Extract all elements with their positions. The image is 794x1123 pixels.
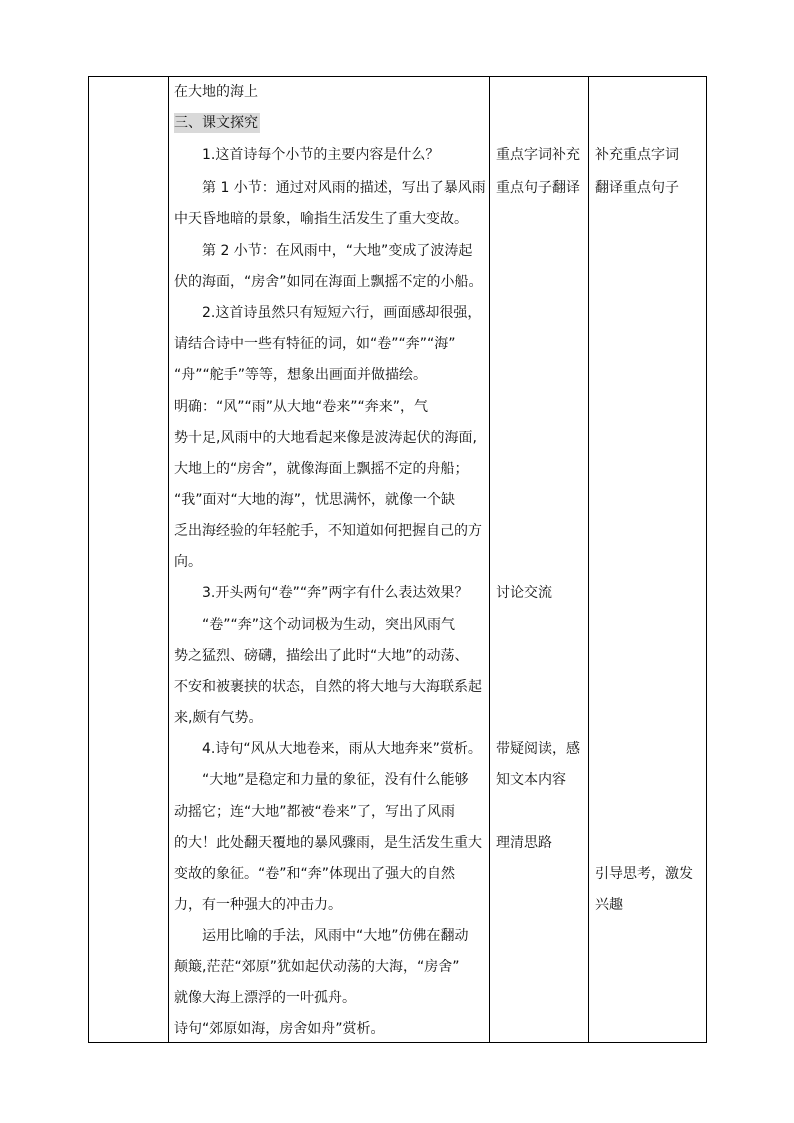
intent-line: 补充重点字词 [595,147,679,163]
content-line: 的大！此处翻天覆地的暴风骤雨，是生活发生重大 [174,835,482,851]
content-line: 颠簸,茫茫“郊原”犹如起伏动荡的大海，“房舍” [174,959,460,975]
intent-line: 引导思考，激发 [595,866,693,882]
content-line: 请结合诗中一些有特征的词，如“卷”“奔”“海” [174,336,456,352]
content-line: “大地”是稳定和力量的象征，没有什么能够 [202,772,469,788]
content-line: 乏出海经验的年轻舵手，不知道如何把握自己的方 [174,523,482,539]
content-line: 诗句“郊原如海，房舍如舟”赏析。 [174,1021,385,1037]
activity-line: 知文本内容 [496,772,566,788]
question-2: 2.这首诗虽然只有短短六行，画面感却很强， [202,305,482,321]
content-line: 第 2 小节：在风雨中，“大地”变成了波涛起 [202,243,473,259]
activity-line: 重点句子翻译 [496,180,580,196]
content-line: “卷”“奔”这个动词极为生动，突出风雨气 [202,617,456,633]
activity-line: 重点字词补充 [496,147,580,163]
content-line: 向。 [174,554,202,570]
content-line: 来,颇有气势。 [174,710,263,726]
content-line: 势十足,风雨中的大地看起来像是波涛起伏的海面, [174,430,477,446]
content-line: 就像大海上漂浮的一叶孤舟。 [174,990,356,1006]
activity-line: 带疑阅读，感 [496,741,580,757]
content-line: 大地上的“房舍”，就像海面上飘摇不定的舟船； [174,461,469,477]
section-heading: 三、课文探究 [174,115,258,131]
intent-line: 兴趣 [595,897,623,913]
content-line: 力，有一种强大的冲击力。 [174,897,342,913]
content-line: 伏的海面，“房舍”如同在海面上飘摇不定的小船。 [174,274,483,290]
content-line: 不安和被裹挟的状态，自然的将大地与大海联系起 [174,679,482,695]
content-line: 中天昏地暗的景象，喻指生活发生了重大变故。 [174,211,468,227]
student-activity-column [490,77,588,1042]
content-line: 明确：“风”“雨”从大地“卷来”“奔来”，气 [174,399,429,415]
lesson-plan-table [88,76,707,1043]
content-line: 势之猛烈、磅礴，描绘出了此时“大地”的动荡、 [174,648,469,664]
teaching-content-column [169,77,489,1042]
content-line: 第 1 小节：通过对风雨的描述，写出了暴风雨 [202,180,486,196]
content-line: “舟”“舵手”等等，想象出画面并做描绘。 [174,367,428,383]
question-3: 3.开头两句“卷”“奔”两字有什么表达效果？ [202,585,469,601]
content-line: 变故的象征。“卷”和“奔”体现出了强大的自然 [174,866,456,882]
activity-line: 讨论交流 [496,585,552,601]
intent-line: 翻译重点句子 [595,180,679,196]
content-line: 动摇它；连“大地”都被“卷来”了，写出了风雨 [174,804,456,820]
question-4: 4.诗句“风从大地卷来，雨从大地奔来”赏析。 [202,741,482,757]
design-intent-column [589,77,707,1042]
content-line: 运用比喻的手法，风雨中“大地”仿佛在翻动 [202,928,469,944]
content-line: “我”面对“大地的海”，忧思满怀，就像一个缺 [174,492,456,508]
content-line: 在大地的海上 [174,84,258,100]
activity-line: 理清思路 [496,835,552,851]
question-1: 1.这首诗每个小节的主要内容是什么？ [202,147,440,163]
